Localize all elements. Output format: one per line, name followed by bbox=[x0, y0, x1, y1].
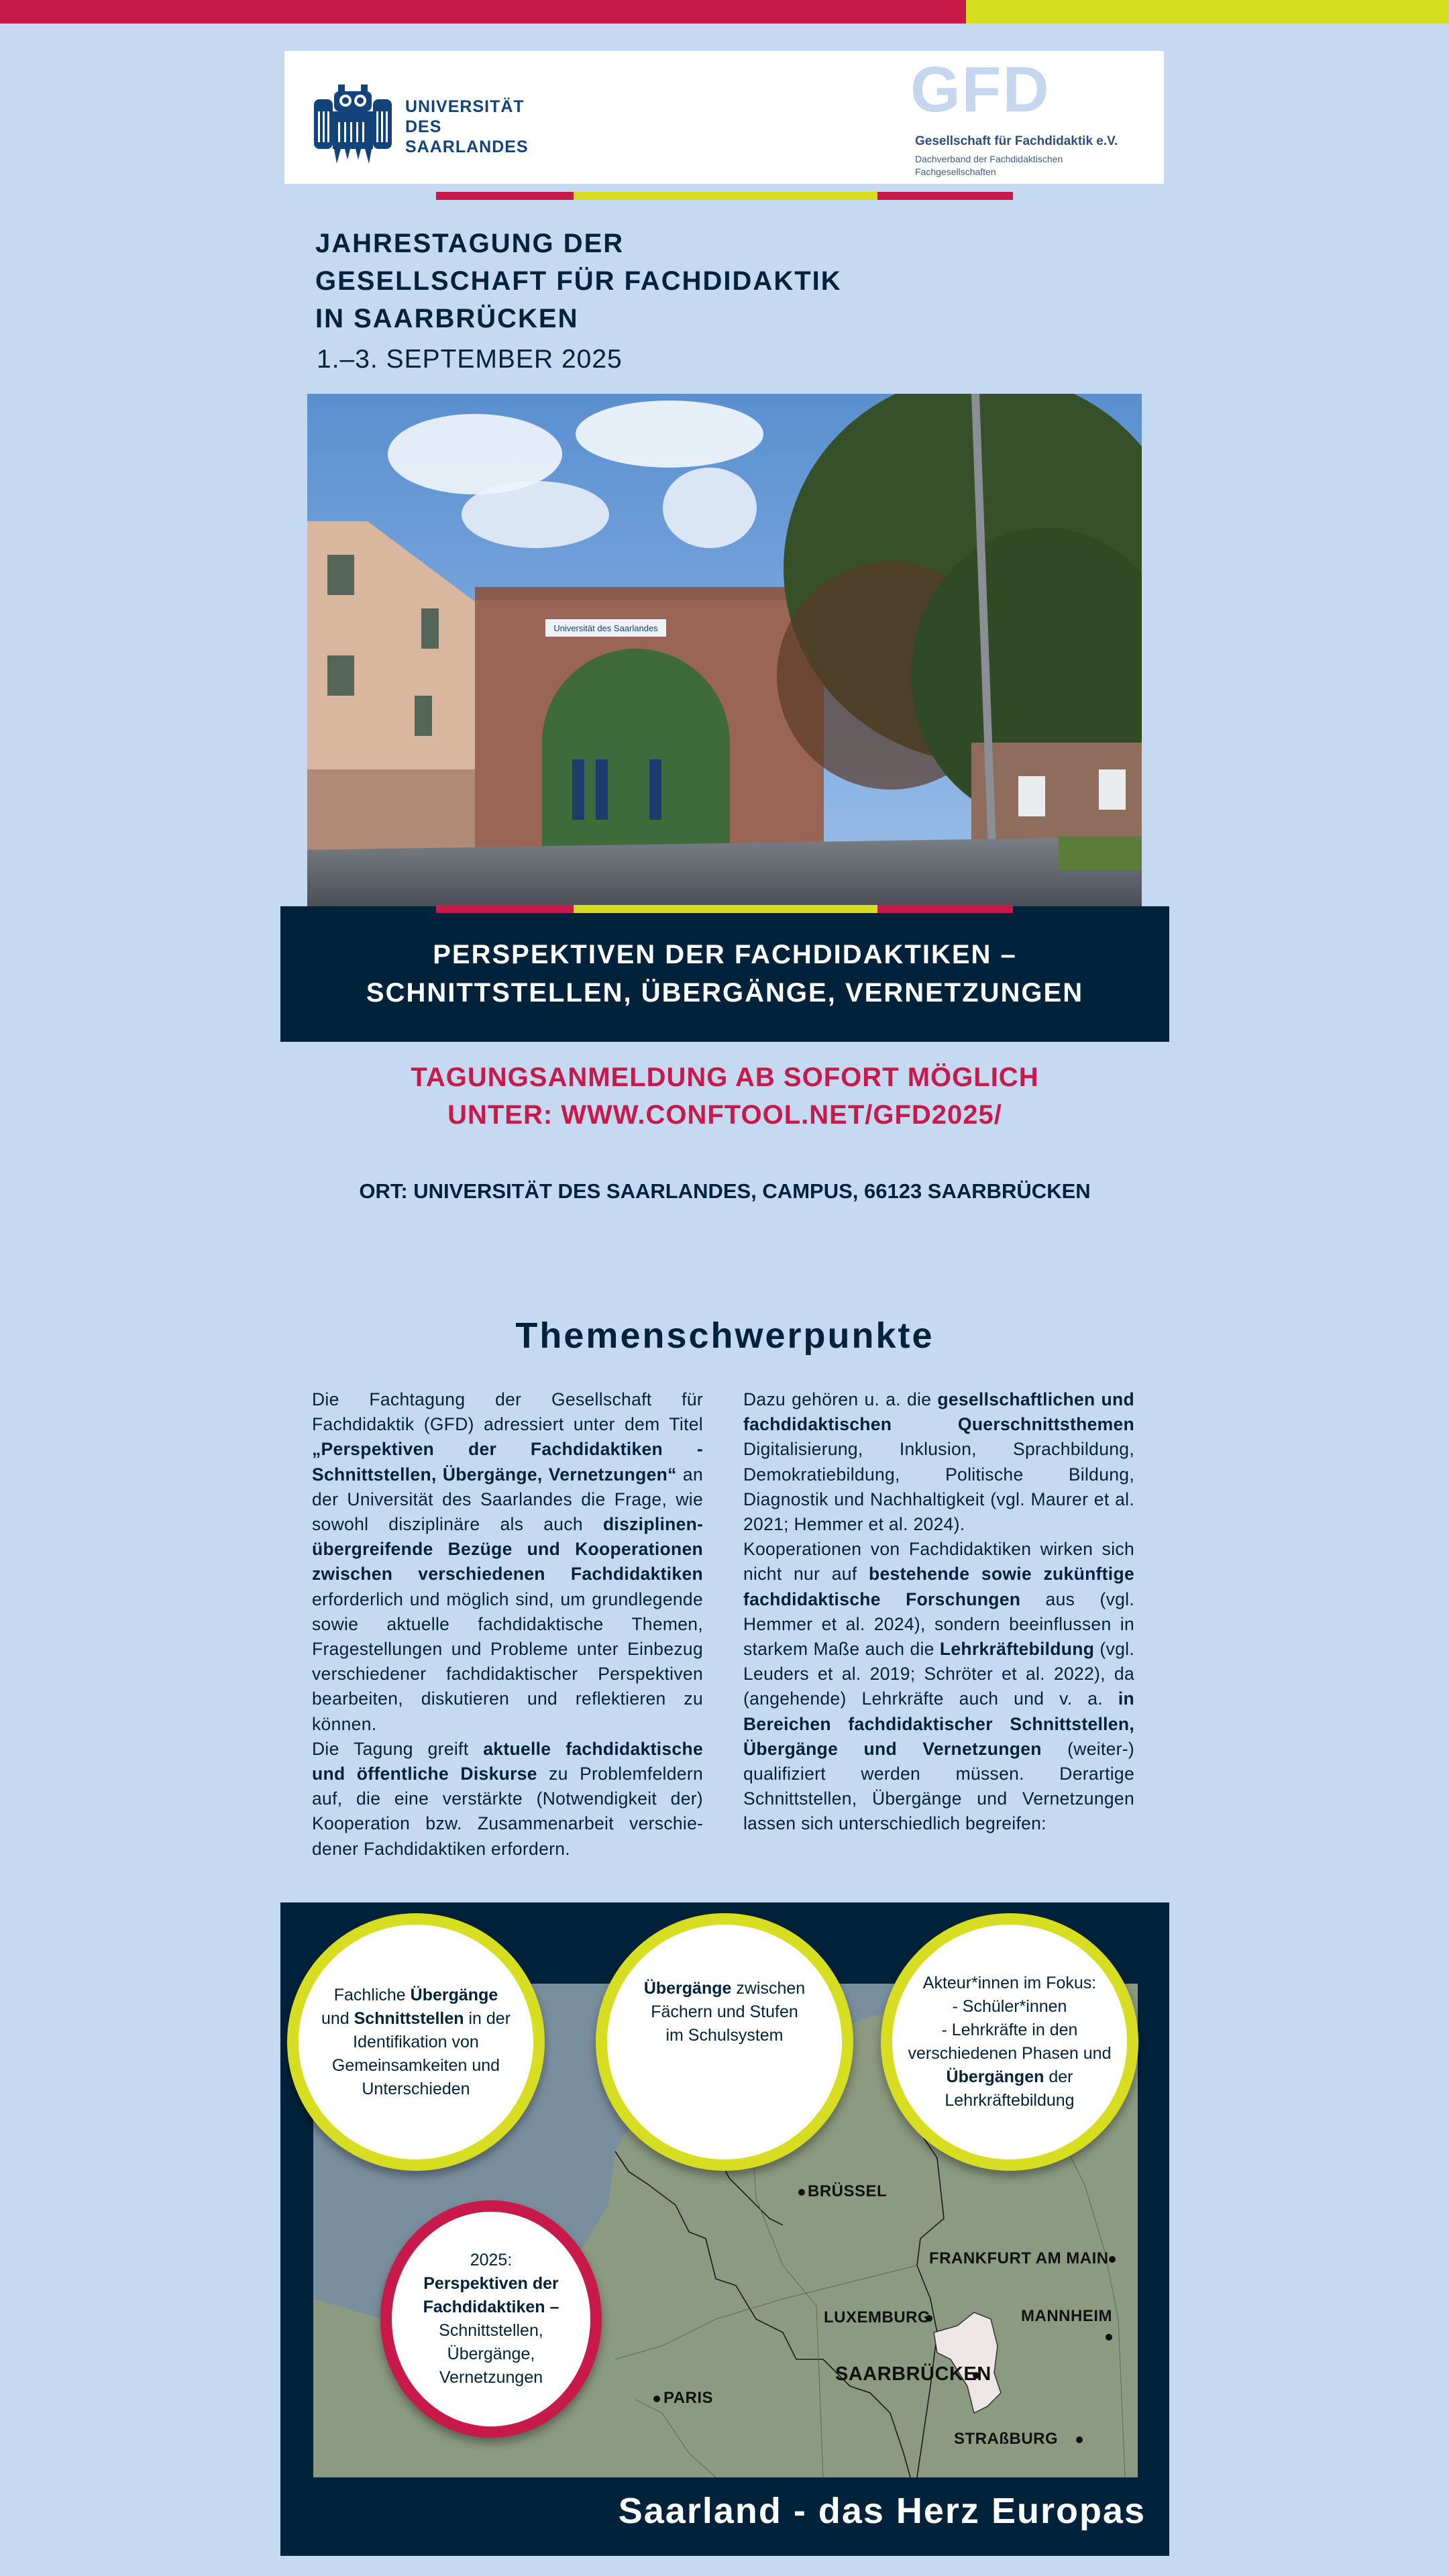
city-label-luxemburg: LUXEMBURG bbox=[824, 2308, 931, 2326]
event-date: 1.–3. SEPTEMBER 2025 bbox=[317, 345, 623, 374]
section-heading: Themenschwerpunkte bbox=[515, 1316, 934, 1356]
accent-stripe-banner bbox=[436, 905, 1013, 913]
map-footer-slogan: Saarland - das Herz Europas bbox=[618, 2491, 1146, 2531]
uds-line-1: UNIVERSITÄT bbox=[405, 97, 525, 116]
top-bar-red bbox=[0, 0, 966, 23]
city-label-saarbruecken: SAARBRÜCKEN bbox=[835, 2363, 991, 2385]
theme-title bbox=[280, 936, 1169, 1012]
gfd-subtitle-line-1: Dachverband der Fachdidaktischen bbox=[915, 154, 1063, 164]
title-line-3: IN SAARBRÜCKEN bbox=[315, 304, 579, 333]
registration-link[interactable]: UNTER: WWW.CONFTOOL.NET/GFD2025/ bbox=[447, 1100, 1002, 1130]
uds-logo-text bbox=[405, 97, 529, 157]
paragraph: Kooperationen von Fachdidaktiken wirken sich nicht nur auf bestehende sowie zukünftige fachdidaktische Forschungen aus (vgl. Hemmer et al. 2024), sondern beeinflussen in starkem Maße auch die Lehrkräftebildung (vgl. Leuders et al. 2019; Schröter et al. 2022), da (angehende) Lehrkräfte auch und v. a. in Bereichen fachdidaktischer Schnittstellen, Übergänge und Vernetzungen (weiter-) qualifiziert werden müssen. Derartige Schnittstellen, Übergänge und Vernetzungen lassen sich unterschiedlich begreifen: bbox=[743, 1539, 1135, 1834]
theme-line-1: PERSPEKTIVEN DER FACHDIDAKTIKEN – bbox=[433, 940, 1017, 969]
city-label-paris: PARIS bbox=[663, 2389, 714, 2407]
paragraph: Die Fachtagung der Gesellschaft für Fachdidaktik (GFD) adressiert unter dem Titel „Perspektiven der Fachdidaktiken - Schnittstellen, Übergänge, Vernetzungen“ an der Universität des Saarlandes die Frage, wie sowohl disziplinäre als auch disziplinenübergreifende Bezüge und Kooperationen zwischen verschiedenen Fachdidaktiken erforderlich und möglich sind, um grundlegende sowie aktuelle fachdidaktische Themen, Fragestellungen und Probleme unter Einbezug verschiedener fachdidaktischer Perspektiven bearbeiten, diskutieren und reflektieren zu können. bbox=[312, 1389, 703, 1734]
text-column-right bbox=[743, 1387, 1134, 1837]
topic-circle-3: Akteur*innen im Fokus: - Schüler*innen - Lehrkräfte in den verschiedenen Phasen und Übergängen der Lehrkräftebildung bbox=[881, 1913, 1138, 2171]
topic-circle-2025: 2025: Perspektiven der Fachdidaktiken – Schnittstellen, Übergänge, Vernetzungen bbox=[380, 2200, 602, 2438]
event-location: ORT: UNIVERSITÄT DES SAARLANDES, CAMPUS, 66123 SAARBRÜCKEN bbox=[359, 1179, 1091, 1203]
uds-line-2: DES bbox=[405, 117, 442, 136]
theme-line-2: SCHNITTSTELLEN, ÜBERGÄNGE, VERNETZUNGEN bbox=[366, 978, 1084, 1008]
registration-notice bbox=[280, 1059, 1169, 1134]
city-label-bruessel: BRÜSSEL bbox=[808, 2182, 888, 2200]
city-label-mannheim: MANNHEIM bbox=[1021, 2307, 1112, 2325]
gfd-logo-name: Gesellschaft für Fachdidaktik e.V. bbox=[915, 134, 1118, 148]
paragraph: Dazu gehören u. a. die gesellschaftlichen und fachdidaktischen Querschnittsthemen Digitalisierung, Inklusion, Sprachbildung, Demokratiebildung, Politische Bildung, Diagnostik und Nachhaltigkeit (vgl. Maurer et al. 2021; Hemmer et al. 2024). bbox=[743, 1389, 1134, 1535]
title-line-1: JAHRESTAGUNG DER bbox=[315, 229, 625, 258]
registration-line-1: TAGUNGSANMELDUNG AB SOFORT MÖGLICH bbox=[411, 1063, 1039, 1092]
top-bar-yellow bbox=[966, 0, 1449, 23]
photo-sign-text: Universität des Saarlandes bbox=[553, 623, 658, 633]
city-label-strassburg: STRAßBURG bbox=[954, 2430, 1059, 2448]
campus-gate-photo bbox=[307, 394, 1142, 906]
topic-circle-2: Übergänge zwischen Fächern und Stufen im Schulsystem bbox=[596, 1913, 853, 2171]
title-line-2: GESELLSCHAFT FÜR FACHDIDAKTIK bbox=[315, 266, 842, 296]
text-column-left bbox=[312, 1387, 703, 1862]
gfd-logo-subtitle bbox=[915, 153, 1063, 178]
paragraph: Die Tagung greift aktuelle fachdidaktische und öffentliche Diskurse zu Problemfeldern auf, die eine verstärkte (Notwendigkeit der) Kooperation bzw. Zusammenarbeit verschiedener Fachdidaktiken erfordern. bbox=[312, 1738, 703, 1859]
topic-circle-1: Fachliche Übergänge und Schnittstellen in der Identifikation von Gemeinsamkeiten und Unterschieden bbox=[287, 1913, 545, 2171]
gfd-logo-acronym: GFD bbox=[910, 54, 1051, 125]
uds-line-3: SAARLANDES bbox=[405, 138, 529, 156]
city-label-frankfurt: FRANKFURT AM MAIN bbox=[929, 2249, 1109, 2267]
accent-stripe-top bbox=[436, 192, 1013, 200]
owl-icon bbox=[314, 85, 392, 164]
gfd-subtitle-line-2: Fachgesellschaften bbox=[915, 166, 996, 177]
event-title bbox=[315, 225, 842, 337]
